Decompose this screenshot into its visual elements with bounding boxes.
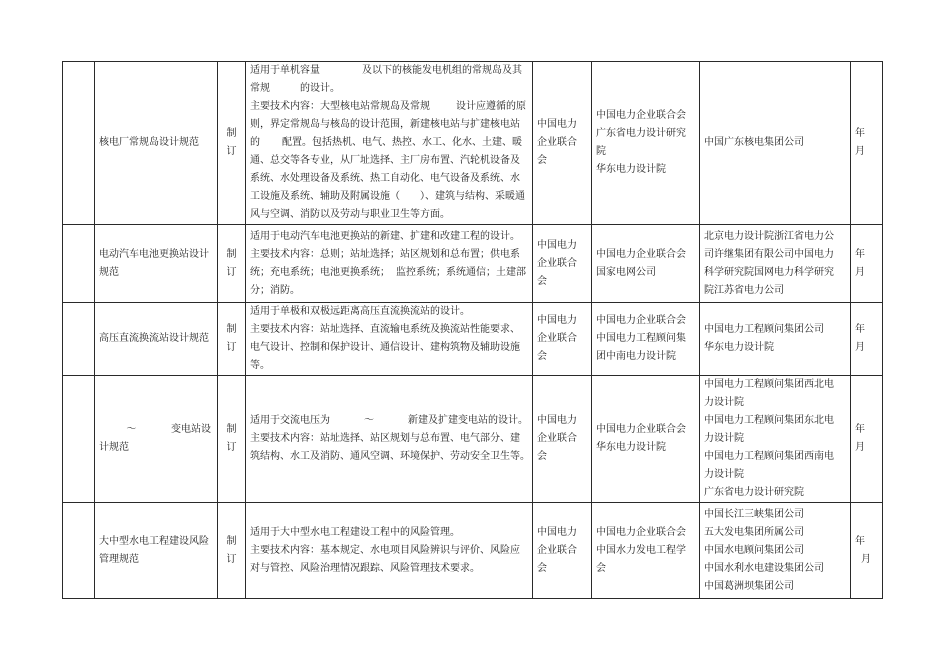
drafter: 力设计院 <box>704 469 744 480</box>
department: 中国电力 <box>537 239 577 251</box>
organization-cell <box>592 303 700 376</box>
standard-name: 高压直流换流站设计规范 <box>99 333 209 344</box>
department-cell <box>533 376 592 503</box>
organization: 华东电力设计院 <box>596 442 666 453</box>
scope-text: 的设计。 <box>300 83 340 94</box>
work-type: 订 <box>226 442 237 453</box>
scope-text: 统；充电系统；电池更换系统； <box>250 266 390 278</box>
organization: 中国电力企业联合会 <box>596 315 686 326</box>
department-cell <box>533 503 592 599</box>
completion-year: 年 <box>855 324 865 335</box>
standard-name-cell <box>95 62 218 225</box>
organization-cell <box>592 503 700 599</box>
standard-name-cell <box>95 303 218 376</box>
scope-cell <box>246 62 533 225</box>
completion-year: 年 <box>855 535 865 547</box>
scope-text: 及以下的核能发电机组的常规岛及其 <box>362 65 522 76</box>
work-type-cell <box>218 376 246 503</box>
drafter: 北京电力设计院浙江省电力公 <box>704 230 834 242</box>
scope-cell <box>246 225 533 303</box>
scope-text: 新建及扩建变电站的设计。 <box>408 415 528 426</box>
completion-time-cell <box>851 62 883 225</box>
drafter: 中国水利水电建设集团公司 <box>704 562 824 574</box>
scope-text: 主要技术内容：总则；站址选择；站区规划和总布置；供电系 <box>250 248 520 260</box>
completion-month: 月 <box>855 146 865 157</box>
scope-text: 的 <box>250 137 260 148</box>
completion-year: 年 <box>855 248 865 260</box>
scope-text: 工设施及系统、辅助及附属设施（ <box>250 191 400 202</box>
department-cell <box>533 225 592 303</box>
drafter: 中国电力工程顾问集团公司 <box>704 324 824 335</box>
work-type: 订 <box>226 342 237 353</box>
drafters-cell <box>700 376 851 503</box>
table-row <box>63 225 883 303</box>
index-cell <box>63 225 95 303</box>
organization: 华东电力设计院 <box>596 164 666 175</box>
organization: 中国水力发电工程学 <box>596 544 686 556</box>
organization: 中国电力企业联合会 <box>596 248 686 260</box>
work-type: 制 <box>226 324 237 335</box>
organization-cell <box>592 376 700 503</box>
work-type: 订 <box>226 266 237 278</box>
organization: 国家电网公司 <box>596 266 656 278</box>
drafter: 中国长江三峡集团公司 <box>704 508 804 520</box>
drafter: 中国电力工程顾问集团西北电 <box>704 379 834 390</box>
drafter: 华东电力设计院 <box>704 342 774 353</box>
table-row <box>63 303 883 376</box>
department: 中国电力 <box>537 119 577 130</box>
scope-text: ）、建筑与结构、采暖通 <box>420 191 525 202</box>
work-type: 制 <box>226 128 237 139</box>
completion-month: 月 <box>855 266 865 278</box>
drafters-cell <box>700 62 851 225</box>
completion-month: 月 <box>855 342 865 353</box>
work-type: 订 <box>226 146 237 157</box>
scope-text: 风与空调、消防以及劳动与职业卫生等方面。 <box>250 209 450 220</box>
department: 会 <box>537 155 547 166</box>
completion-month: 月 <box>861 553 871 565</box>
table-row <box>63 376 883 503</box>
standard-name: ～ <box>126 424 137 435</box>
standard-name: 大中型水电工程建设风险管理规范 <box>99 535 209 565</box>
organization: 中国电力企业联合会 <box>596 110 686 121</box>
standard-name: 核电厂常规岛设计规范 <box>99 137 199 148</box>
department: 中国电力 <box>537 315 577 326</box>
scope-text: 则，界定常规岛与核岛的设计范围，新建核电站与扩建核电站 <box>250 119 520 130</box>
department: 中国电力 <box>537 526 577 538</box>
drafter: 中国水电顾问集团公司 <box>704 544 804 556</box>
scope-cell <box>246 376 533 503</box>
department: 中国电力 <box>537 415 577 426</box>
drafter: 力设计院 <box>704 397 744 408</box>
department-cell <box>533 303 592 376</box>
department: 企业联合 <box>537 257 577 269</box>
scope-text: 主要技术内容：基本规定、水电项目风险辨识与评价、风险应 <box>250 544 520 556</box>
scope-text: 分；消防。 <box>250 284 300 296</box>
scope-text: 电气设计、控制和保护设计、通信设计、建构筑物及辅助设施 <box>250 342 520 353</box>
organization: 中国电力企业联合会 <box>596 526 686 538</box>
standards-table <box>62 61 883 599</box>
scope-text: 设计应遵循的原 <box>456 101 526 112</box>
standard-name: 电动汽车电池更换站设计规范 <box>99 248 209 278</box>
completion-time-cell <box>851 225 883 303</box>
organization: 广东省电力设计研究 <box>596 128 686 139</box>
scope-text: 适用于交流电压为 <box>250 415 330 426</box>
standard-name: 计规范 <box>99 442 129 453</box>
scope-text: 配置。包括热机、电气、热控、水工、化水、土建、暖 <box>282 137 522 148</box>
scope-text: 对与管控、风险治理情况跟踪、风险管理技术要求。 <box>250 562 480 574</box>
table-row <box>63 62 883 225</box>
drafter: 中国电力工程顾问集团西南电 <box>704 451 834 462</box>
standard-name-cell <box>95 503 218 599</box>
scope-text: 等。 <box>250 360 270 371</box>
department: 会 <box>537 351 547 362</box>
scope-text: 系统、水处理设备及系统、热工自动化、电气设备及系统、水 <box>250 173 520 184</box>
completion-time-cell <box>851 503 883 599</box>
department: 企业联合 <box>537 137 577 148</box>
drafter: 司许继集团有限公司中国电力 <box>704 248 834 260</box>
department: 会 <box>537 275 547 287</box>
drafter: 中国广东核电集团公司 <box>704 137 804 148</box>
work-type: 制 <box>226 248 237 260</box>
scope-text: 主要技术内容：站址选择、直流输电系统及换流站性能要求、 <box>250 324 520 335</box>
work-type-cell <box>218 62 246 225</box>
organization: 团中南电力设计院 <box>596 351 676 362</box>
scope-text: 常规 <box>250 83 270 94</box>
work-type: 订 <box>226 553 237 565</box>
completion-year: 年 <box>855 128 865 139</box>
standard-name-cell <box>95 225 218 303</box>
department: 会 <box>537 562 547 574</box>
scope-text: 通、总交等各专业，从厂址选择、主厂房布置、汽轮机设备及 <box>250 155 520 166</box>
scope-cell <box>246 503 533 599</box>
scope-text: 主要技术内容：站址选择、站区规划与总布置、电气部分、建 <box>250 433 520 444</box>
work-type: 制 <box>226 424 237 435</box>
drafters-cell <box>700 303 851 376</box>
organization: 中国电力工程顾问集 <box>596 333 686 344</box>
completion-time-cell <box>851 303 883 376</box>
table-row <box>63 503 883 599</box>
scope-text: 监控系统；系统通信；土建部 <box>396 266 526 278</box>
completion-time-cell <box>851 376 883 503</box>
organization: 中国电力企业联合会 <box>596 424 686 435</box>
drafter: 广东省电力设计研究院 <box>704 487 804 498</box>
drafter: 院江苏省电力公司 <box>704 284 784 296</box>
scope-cell <box>246 303 533 376</box>
scope-text: 主要技术内容：大型核电站常规岛及常规 <box>250 101 430 112</box>
scope-text: 适用于大中型水电工程建设工程中的风险管理。 <box>250 526 460 538</box>
department: 企业联合 <box>537 433 577 444</box>
scope-text: 适用于单机容量 <box>250 65 320 76</box>
work-type-cell <box>218 225 246 303</box>
completion-month: 月 <box>855 442 865 453</box>
scope-text: 适用于电动汽车电池更换站的新建、扩建和改建工程的设计。 <box>250 230 520 242</box>
organization: 会 <box>596 562 606 574</box>
work-type-cell <box>218 303 246 376</box>
work-type-cell <box>218 503 246 599</box>
index-cell <box>63 503 95 599</box>
work-type: 制 <box>226 535 237 547</box>
department: 企业联合 <box>537 333 577 344</box>
scope-text: ～ <box>364 415 374 426</box>
drafter: 中国葛洲坝集团公司 <box>704 580 794 592</box>
drafter: 中国电力工程顾问集团东北电 <box>704 415 834 426</box>
scope-text: 适用于单极和双极远距离高压直流换流站的设计。 <box>250 306 470 317</box>
index-cell <box>63 376 95 503</box>
organization-cell <box>592 62 700 225</box>
drafter: 力设计院 <box>704 433 744 444</box>
drafters-cell <box>700 225 851 303</box>
completion-year: 年 <box>855 424 865 435</box>
department-cell <box>533 62 592 225</box>
organization-cell <box>592 225 700 303</box>
standard-name-cell <box>95 376 218 503</box>
drafters-cell <box>700 503 851 599</box>
scope-text: 筑结构、水工及消防、通风空调、环境保护、劳动安全卫生等。 <box>250 451 530 462</box>
organization: 院 <box>596 146 606 157</box>
index-cell <box>63 303 95 376</box>
drafter: 五大发电集团所属公司 <box>704 526 804 538</box>
standard-name: 变电站设 <box>170 424 211 435</box>
department: 企业联合 <box>537 544 577 556</box>
department: 会 <box>537 451 547 462</box>
index-cell <box>63 62 95 225</box>
drafter: 科学研究院国网电力科学研究 <box>704 266 834 278</box>
